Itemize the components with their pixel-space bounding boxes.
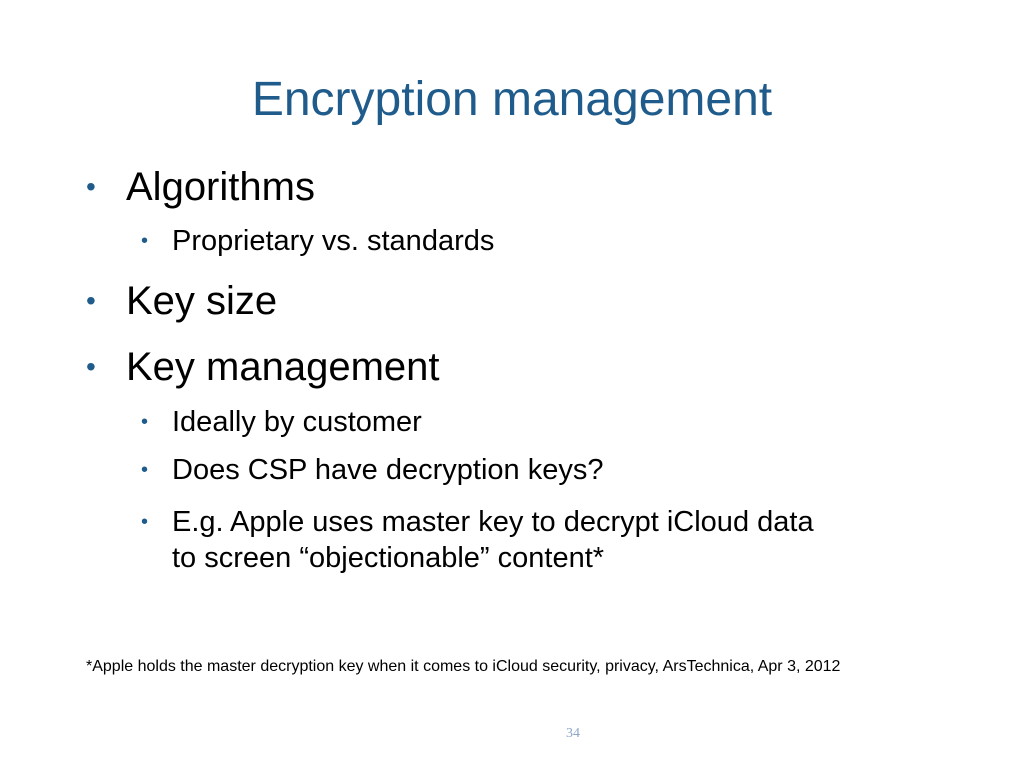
sub-bullet-point-icon: • (141, 230, 149, 252)
bullet-key-size (86, 277, 277, 325)
sub-bullet-text: Proprietary vs. standards (172, 225, 495, 257)
bullet-point-icon: • (86, 171, 96, 202)
sub-bullet-proprietary (141, 223, 494, 259)
sub-bullet-point-icon: • (141, 511, 149, 533)
sub-bullet-apple-master-key (141, 504, 814, 576)
sub-bullet-ideally-by-customer (141, 404, 422, 440)
sub-bullet-text: E.g. Apple uses master key to decrypt iCloud data (172, 506, 814, 538)
bullet-point-icon: • (86, 351, 96, 382)
bullet-text: Key size (126, 279, 278, 323)
bullet-text: Key management (126, 345, 440, 389)
footnote: *Apple holds the master decryption key when it comes to iCloud security, privacy, ArsTechnica, Apr 3, 2012 (86, 658, 841, 675)
bullet-algorithms (86, 163, 315, 211)
slide-title: Encryption management (251, 73, 773, 126)
sub-bullet-point-icon: • (141, 411, 149, 433)
sub-bullet-text-continuation: to screen “objectionable” content* (172, 542, 605, 574)
bullet-point-icon: • (86, 285, 96, 316)
sub-bullet-text: Does CSP have decryption keys? (172, 454, 604, 486)
sub-bullet-csp-decryption-keys (141, 452, 603, 488)
bullet-text: Algorithms (126, 165, 315, 209)
slide-number: 34 (566, 726, 580, 741)
sub-bullet-text: Ideally by customer (172, 406, 422, 438)
sub-bullet-point-icon: • (141, 459, 149, 481)
bullet-key-management (86, 343, 440, 391)
